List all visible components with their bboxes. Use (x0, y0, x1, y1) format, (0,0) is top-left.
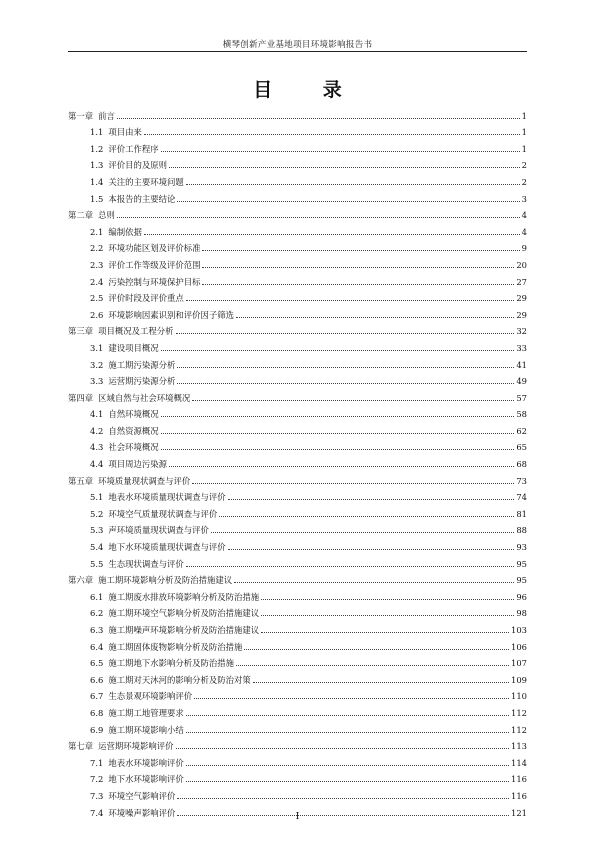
toc-entry-label: 自然环境概况 (108, 409, 159, 420)
toc-leader-dots (186, 566, 515, 567)
toc-section-entry[interactable] (68, 552, 527, 569)
toc-entry-label: 关注的主要环境问题 (108, 176, 184, 187)
toc-leader-dots (144, 134, 520, 135)
toc-leader-dots (186, 715, 509, 716)
toc-leader-dots (186, 732, 509, 733)
toc-leader-dots (169, 167, 520, 168)
toc-section-entry[interactable] (68, 353, 527, 370)
toc-section-entry[interactable] (68, 270, 527, 287)
toc-entry-number: 3.1 (90, 342, 104, 353)
toc-entry-page: 2 (521, 160, 527, 171)
toc-entry-number: 6.2 (90, 608, 104, 619)
toc-leader-dots (202, 250, 519, 251)
toc-entry-page: 116 (511, 790, 527, 801)
toc-entry-page: 58 (516, 409, 527, 420)
toc-entry-label: 评价工作等级及评价范围 (108, 259, 201, 270)
toc-entry-number: 6.8 (90, 707, 104, 718)
toc-section-entry[interactable] (68, 237, 527, 254)
toc-entry-label: 评价目的及原则 (108, 160, 167, 171)
toc-entry-number: 第三章 (68, 326, 94, 337)
toc-entry-page: 29 (516, 309, 527, 320)
toc-entry-page: 33 (516, 342, 527, 353)
toc-entry-page: 109 (511, 674, 527, 685)
toc-leader-dots (211, 532, 515, 533)
toc-leader-dots (261, 615, 514, 616)
toc-entry-page: 88 (516, 525, 527, 536)
toc-entry-number: 7.4 (90, 807, 104, 818)
toc-section-entry[interactable] (68, 370, 527, 387)
toc-entry-label: 项目概况及工程分析 (98, 326, 174, 337)
toc-leader-dots (176, 333, 515, 334)
toc-entry-label: 环境空气影响评价 (108, 790, 176, 801)
toc-leader-dots (186, 765, 509, 766)
toc-entry-page: 57 (516, 392, 527, 403)
toc-entry-page: 73 (516, 475, 527, 486)
toc-section-entry[interactable] (68, 253, 527, 270)
toc-entry-page: 32 (516, 326, 527, 337)
toc-leader-dots (194, 698, 509, 699)
toc-entry-label: 施工期环境空气影响分析及防治措施建议 (108, 608, 260, 619)
toc-entry-label: 施工期污染源分析 (108, 359, 176, 370)
toc-entry-page: 27 (516, 276, 527, 287)
toc-section-entry[interactable] (68, 187, 527, 204)
toc-leader-dots (186, 781, 509, 782)
toc-section-entry[interactable] (68, 585, 527, 602)
toc-leader-dots (228, 549, 515, 550)
toc-entry-page: 29 (516, 293, 527, 304)
toc-leader-dots (261, 599, 514, 600)
toc-section-entry[interactable] (68, 668, 527, 685)
toc-chapter-entry[interactable] (68, 204, 527, 221)
toc-section-entry[interactable] (68, 419, 527, 436)
toc-section-entry[interactable] (68, 170, 527, 187)
toc-entry-label: 项目周边污染源 (108, 459, 167, 470)
toc-entry-page: 2 (521, 176, 527, 187)
toc-entry-label: 施工期环境影响分析及防治措施建议 (98, 575, 233, 586)
toc-section-entry[interactable] (68, 535, 527, 552)
toc-entry-number: 3.3 (90, 376, 104, 387)
toc-leader-dots (202, 284, 514, 285)
toc-entry-label: 本报告的主要结论 (108, 193, 176, 204)
toc-entry-number: 5.2 (90, 508, 104, 519)
toc-entry-label: 地下水环境质量现状调查与评价 (108, 542, 226, 553)
toc-section-entry[interactable] (68, 486, 527, 503)
toc-entry-label: 运营期环境影响评价 (98, 741, 174, 752)
toc-entry-number: 7.2 (90, 774, 104, 785)
toc-leader-dots (228, 499, 515, 500)
toc-leader-dots (192, 483, 514, 484)
toc-section-entry[interactable] (68, 768, 527, 785)
toc-entry-label: 施工期废水排放环境影响分析及防治措施 (108, 591, 260, 602)
toc-entry-page: 62 (516, 425, 527, 436)
toc-entry-number: 6.5 (90, 658, 104, 669)
toc-entry-number: 5.4 (90, 542, 104, 553)
toc-leader-dots (117, 217, 520, 218)
toc-entry-number: 第二章 (68, 210, 94, 221)
toc-entry-label: 施工期噪声环境影响分析及防治措施建议 (108, 625, 260, 635)
toc-section-entry[interactable] (68, 635, 527, 652)
toc-entry-label: 生态景观环境影响评价 (108, 691, 193, 702)
toc-entry-page: 1 (521, 143, 527, 154)
toc-section-entry[interactable] (68, 403, 527, 420)
toc-entry-number: 第一章 (68, 110, 94, 121)
toc-entry-label: 评价工作程序 (108, 143, 159, 154)
toc-section-entry[interactable] (68, 303, 527, 320)
toc-entry-label: 地表水环境影响评价 (108, 757, 184, 768)
table-of-contents (68, 104, 527, 818)
toc-leader-dots (176, 748, 510, 749)
toc-section-entry[interactable] (68, 701, 527, 718)
toc-entry-page: 4 (521, 210, 527, 221)
toc-entry-label: 区域自然与社会环境概况 (98, 392, 191, 403)
toc-entry-label: 环境质量现状调查与评价 (98, 475, 191, 486)
toc-entry-page: 4 (521, 226, 527, 237)
toc-entry-page: 95 (516, 575, 527, 586)
toc-entry-number: 第五章 (68, 475, 94, 486)
toc-entry-page: 114 (511, 757, 527, 768)
toc-entry-label: 前言 (98, 110, 115, 121)
toc-leader-dots (186, 184, 520, 185)
page-title: 目 录 (253, 79, 364, 101)
toc-entry-page: 49 (516, 376, 527, 387)
toc-leader-dots (161, 350, 515, 351)
toc-leader-dots (177, 798, 509, 799)
toc-chapter-entry[interactable] (68, 104, 527, 121)
toc-entry-number: 3.2 (90, 359, 104, 370)
toc-leader-dots (234, 582, 514, 583)
toc-leader-dots (186, 300, 515, 301)
toc-section-entry[interactable] (68, 137, 527, 154)
toc-entry-number: 1.3 (90, 160, 104, 171)
toc-entry-number: 第四章 (68, 392, 94, 403)
toc-leader-dots (169, 466, 514, 467)
toc-entry-page: 107 (511, 658, 527, 669)
toc-entry-number: 5.1 (90, 492, 104, 503)
toc-entry-number: 6.6 (90, 674, 104, 685)
toc-entry-number: 4.2 (90, 425, 104, 436)
toc-entry-page: 68 (516, 459, 527, 470)
toc-leader-dots (244, 649, 509, 650)
toc-entry-label: 地表水环境质量现状调查与评价 (108, 492, 226, 503)
toc-leader-dots (161, 151, 520, 152)
toc-section-entry[interactable] (68, 618, 527, 635)
toc-section-entry[interactable] (68, 436, 527, 453)
toc-entry-label: 环境功能区划及评价标准 (108, 243, 201, 254)
toc-entry-page: 93 (516, 542, 527, 553)
toc-entry-label: 总则 (98, 210, 115, 221)
toc-entry-number: 5.3 (90, 525, 104, 536)
toc-chapter-entry[interactable] (68, 735, 527, 752)
toc-chapter-entry[interactable] (68, 320, 527, 337)
toc-section-entry[interactable] (68, 336, 527, 353)
toc-chapter-entry[interactable] (68, 386, 527, 403)
toc-entry-number: 6.7 (90, 691, 104, 702)
toc-entry-page: 1 (521, 110, 527, 121)
toc-leader-dots (177, 367, 514, 368)
toc-entry-number: 6.4 (90, 641, 104, 652)
toc-entry-number: 7.1 (90, 757, 104, 768)
toc-entry-label: 环境影响因素识别和评价因子筛选 (108, 309, 234, 320)
running-header: 横琴创新产业基地项目环境影响报告书 (222, 40, 373, 50)
toc-leader-dots (161, 449, 515, 450)
toc-entry-number: 5.5 (90, 558, 104, 569)
toc-entry-label: 声环境质量现状调查与评价 (108, 525, 209, 536)
toc-entry-number: 第六章 (68, 575, 94, 586)
toc-leader-dots (202, 267, 514, 268)
toc-entry-page: 112 (511, 724, 527, 735)
toc-entry-label: 建设项目概况 (108, 342, 159, 353)
toc-entry-label: 施工期地下水影响分析及防治措施 (108, 658, 234, 669)
toc-leader-dots (253, 682, 509, 683)
toc-section-entry[interactable] (68, 718, 527, 735)
toc-section-entry[interactable] (68, 784, 527, 801)
toc-entry-number: 2.1 (90, 226, 104, 237)
toc-entry-page: 1 (521, 127, 527, 138)
toc-section-entry[interactable] (68, 154, 527, 171)
toc-entry-page: 98 (516, 608, 527, 619)
toc-entry-label: 项目由来 (108, 127, 142, 138)
toc-entry-label: 施工期对天沐河的影响分析及防治对策 (108, 674, 251, 685)
toc-entry-page: 20 (516, 259, 527, 270)
toc-leader-dots (144, 234, 520, 235)
toc-entry-page: 65 (516, 442, 527, 453)
toc-entry-page: 116 (511, 774, 527, 785)
toc-section-entry[interactable] (68, 602, 527, 619)
toc-leader-dots (236, 665, 509, 666)
toc-section-entry[interactable] (68, 287, 527, 304)
toc-leader-dots (261, 632, 509, 633)
toc-entry-number: 1.5 (90, 193, 104, 204)
toc-entry-page: 74 (516, 492, 527, 503)
toc-entry-number: 4.1 (90, 409, 104, 420)
toc-entry-page: 112 (511, 707, 527, 718)
toc-section-entry[interactable] (68, 751, 527, 768)
toc-entry-label: 环境噪声影响评价 (108, 807, 176, 818)
toc-entry-number: 7.3 (90, 790, 104, 801)
toc-entry-label: 环境空气质量现状调查与评价 (108, 508, 218, 519)
toc-section-entry[interactable] (68, 519, 527, 536)
toc-entry-number: 4.3 (90, 442, 104, 453)
toc-entry-label: 污染控制与环境保护目标 (108, 276, 201, 287)
toc-entry-label: 社会环境概况 (108, 442, 159, 453)
toc-section-entry[interactable] (68, 502, 527, 519)
toc-entry-label: 施工期工地管理要求 (108, 707, 184, 718)
toc-entry-page: 113 (511, 741, 527, 752)
toc-leader-dots (161, 416, 515, 417)
toc-entry-page: 95 (516, 558, 527, 569)
toc-section-entry[interactable] (68, 121, 527, 138)
toc-entry-number: 6.9 (90, 724, 104, 735)
toc-entry-page: 3 (521, 193, 527, 204)
toc-section-entry[interactable] (68, 452, 527, 469)
toc-section-entry[interactable] (68, 685, 527, 702)
toc-entry-label: 施工期固体废物影响分析及防治措施 (108, 641, 243, 652)
toc-chapter-entry[interactable] (68, 469, 527, 486)
toc-entry-page: 103 (511, 625, 527, 635)
toc-leader-dots (161, 433, 515, 434)
toc-section-entry[interactable] (68, 220, 527, 237)
toc-entry-page: 121 (511, 807, 527, 818)
toc-entry-number: 6.1 (90, 591, 104, 602)
toc-entry-label: 生态现状调查与评价 (108, 558, 184, 569)
toc-entry-number: 2.3 (90, 259, 104, 270)
toc-leader-dots (236, 317, 514, 318)
toc-entry-number: 1.2 (90, 143, 104, 154)
toc-leader-dots (177, 383, 514, 384)
toc-entry-page: 96 (516, 591, 527, 602)
toc-entry-number: 1.4 (90, 176, 104, 187)
toc-entry-label: 自然资源概况 (108, 425, 159, 436)
toc-entry-page: 110 (511, 691, 527, 702)
toc-leader-dots (219, 516, 514, 517)
toc-entry-number: 1.1 (90, 127, 104, 138)
toc-section-entry[interactable] (68, 652, 527, 669)
toc-entry-number: 2.4 (90, 276, 104, 287)
toc-entry-number: 2.5 (90, 293, 104, 304)
toc-entry-label: 地下水环境影响评价 (108, 774, 184, 785)
toc-entry-page: 106 (511, 641, 527, 652)
toc-entry-page: 81 (516, 508, 527, 519)
page-number: I (295, 812, 300, 822)
toc-chapter-entry[interactable] (68, 569, 527, 586)
toc-entry-number: 2.2 (90, 243, 104, 254)
toc-entry-label: 评价时段及评价重点 (108, 293, 184, 304)
toc-leader-dots (192, 400, 514, 401)
toc-entry-number: 4.4 (90, 459, 104, 470)
toc-leader-dots (177, 201, 519, 202)
header-rule (68, 51, 527, 52)
toc-entry-number: 第七章 (68, 741, 94, 752)
toc-entry-number: 2.6 (90, 309, 104, 320)
toc-entry-label: 运营期污染源分析 (108, 376, 176, 387)
toc-entry-number: 6.3 (90, 625, 104, 635)
toc-entry-page: 9 (521, 243, 527, 254)
toc-entry-label: 施工期环境影响小结 (108, 724, 184, 735)
toc-leader-dots (117, 118, 520, 119)
toc-entry-page: 41 (516, 359, 527, 370)
toc-entry-label: 编制依据 (108, 226, 142, 237)
